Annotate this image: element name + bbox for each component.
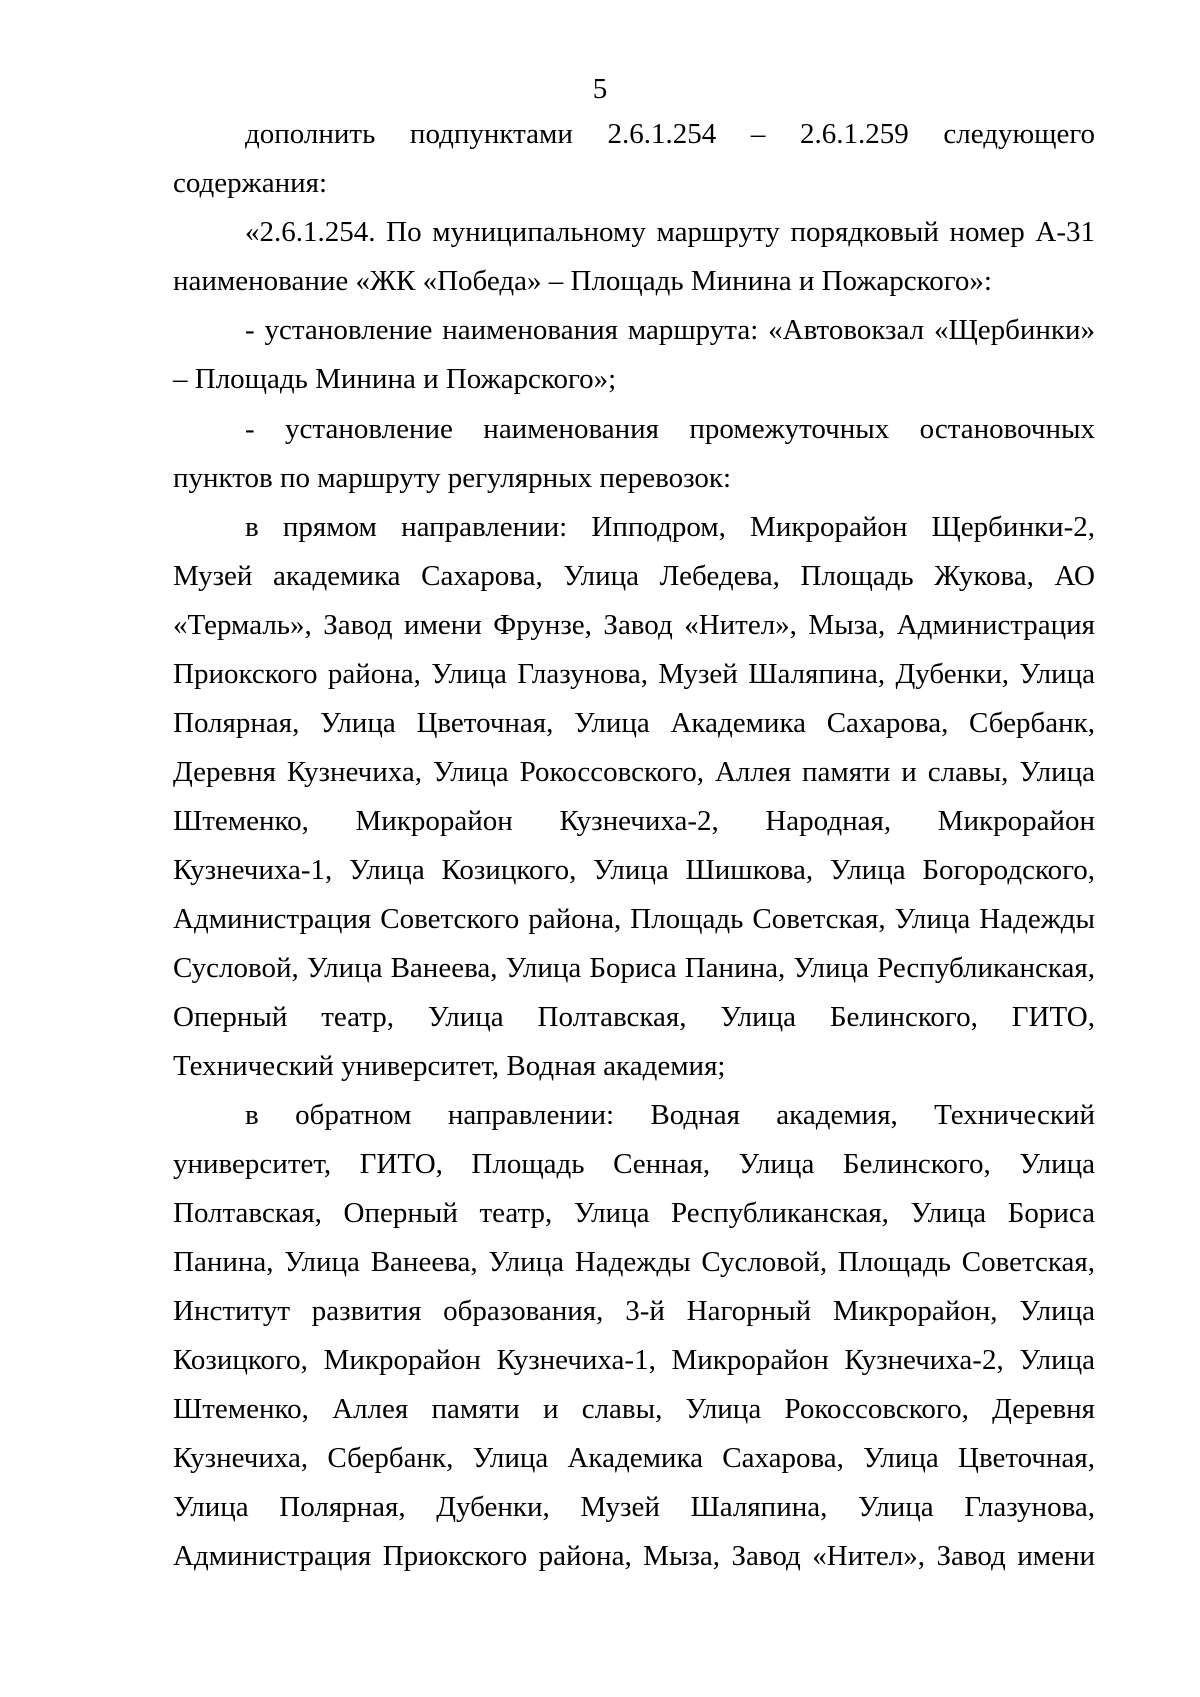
page-number: 5 [592, 73, 608, 105]
paragraph-forward-direction: в прямом направлении: Ипподром, Микрорайон Щербинки-2, Музей академика Сахарова, Улица Лебедева, Площадь Жукова, АО «Термаль», Завод имени Фрунзе, Завод «Нител», Мыза, Администрация Приокского района, Улица Глазунова, Музей Шаляпина, Дубенки, Улица Полярная, Улица Цветочная, Улица Академика Сахарова, Сбербанк, Деревня Кузнечиха, Улица Рокоссовского, Аллея памяти и славы, Улица Штеменко, Микрорайон Кузнечиха-2, Народная, Микрорайон Кузнечиха-1, Улица Козицкого, Улица Шишкова, Улица Богородского, Администрация Советского района, Площадь Советская, Улица Надежды Сусловой, Улица Ванеева, Улица Бориса Панина, Улица Республиканская, Оперный театр, Улица Полтавская, Улица Белинского, ГИТО, Технический университет, Водная академия; [173, 510, 1095, 1082]
paragraph-route-a31: «2.6.1.254. По муниципальному маршруту порядковый номер А-31 наименование «ЖК «Победа» – Площадь Минина и Пожарского»: [173, 216, 1095, 298]
paragraph-intro: дополнить подпунктами 2.6.1.254 – 2.6.1.259 следующего содержания: [173, 118, 1095, 199]
paragraph-reverse-direction: в обратном направлении: Водная академия, Технический университет, ГИТО, Площадь Сенная, Улица Белинского, Улица Полтавская, Оперный театр, Улица Республиканская, Улица Бориса Панина, Улица Ванеева, Улица Надежды Сусловой, Площадь Советская, Институт развития образования, 3-й Нагорный Микрорайон, Улица Козицкого, Микрорайон Кузнечиха-1, Микрорайон Кузнечиха-2, Улица Штеменко, Аллея памяти и славы, Улица Рокоссовского, Деревня Кузнечиха, Сбербанк, Улица Академика Сахарова, Улица Цветочная, Улица Полярная, Дубенки, Музей Шаляпина, Улица Глазунова, Администрация Приокского района, Мыза, Завод «Нител», Завод имени [173, 1098, 1095, 1572]
document-body [173, 110, 1095, 1581]
paragraph-stops-intro: - установление наименования промежуточных остановочных пунктов по маршруту регулярных перевозок: [173, 412, 1095, 494]
paragraph-route-name: - установление наименования маршрута: «Автовокзал «Щербинки» – Площадь Минина и Пожарского»; [173, 314, 1095, 396]
